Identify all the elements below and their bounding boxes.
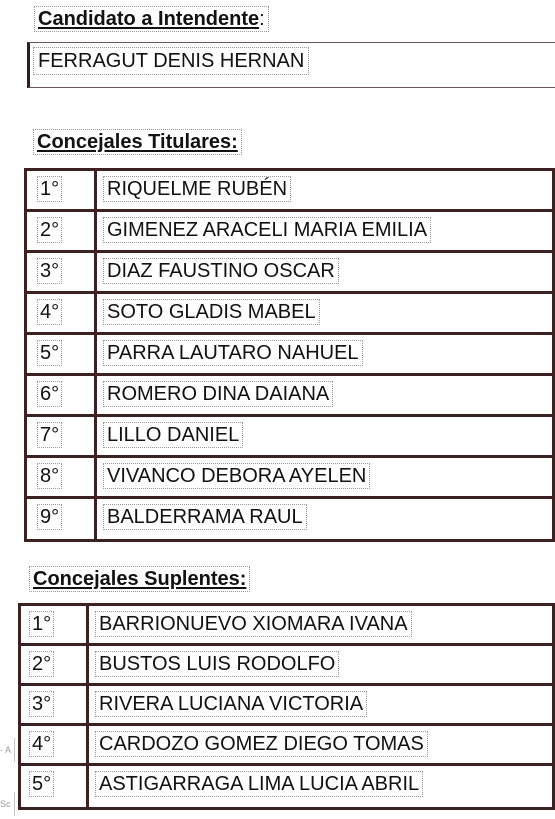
row-number: 5° <box>29 771 54 797</box>
table-row <box>27 209 552 251</box>
candidate-name: ROMERO DINA DAIANA <box>103 381 333 407</box>
row-number: 4° <box>37 299 62 325</box>
table-row <box>21 723 552 764</box>
candidate-name: ASTIGARRAGA LIMA LUCIA ABRIL <box>95 771 423 797</box>
row-number: 6° <box>37 381 62 407</box>
table-row <box>27 414 552 456</box>
table-row <box>27 168 552 210</box>
row-number: 7° <box>37 422 62 448</box>
titulares-table <box>24 168 555 542</box>
row-number: 1° <box>29 611 54 637</box>
edge-fragment: Sc <box>0 792 15 816</box>
intendente-heading: Candidato a Intendente: <box>34 6 269 32</box>
row-number: 1° <box>37 176 62 202</box>
row-number: 4° <box>29 731 54 757</box>
table-row <box>27 373 552 415</box>
row-number: 3° <box>37 258 62 284</box>
candidate-name: RIQUELME RUBÉN <box>103 176 291 202</box>
row-number: 2° <box>37 217 62 243</box>
table-row <box>21 603 552 644</box>
intendente-name: FERRAGUT DENIS HERNAN <box>33 47 309 75</box>
table-row <box>27 455 552 497</box>
row-number: 5° <box>37 340 62 366</box>
table-row <box>21 683 552 724</box>
row-number: 9° <box>37 504 62 530</box>
table-row <box>27 496 552 542</box>
candidate-name: LILLO DANIEL <box>103 422 243 448</box>
table-row <box>21 763 552 810</box>
table-row <box>27 332 552 374</box>
candidate-name: SOTO GLADIS MABEL <box>103 299 320 325</box>
table-row <box>21 643 552 684</box>
candidate-name: DIAZ FAUSTINO OSCAR <box>103 258 339 284</box>
candidate-name: CARDOZO GOMEZ DIEGO TOMAS <box>95 731 428 757</box>
candidate-name: RIVERA LUCIANA VICTORIA <box>95 691 367 717</box>
candidate-name: GIMENEZ ARACELI MARIA EMILIA <box>103 217 431 243</box>
row-number: 8° <box>37 463 62 489</box>
table-row <box>27 250 552 292</box>
table-row <box>27 291 552 333</box>
row-number: 2° <box>29 651 54 677</box>
candidate-name: BALDERRAMA RAUL <box>103 504 307 530</box>
suplentes-heading: Concejales Suplentes: <box>29 566 250 592</box>
edge-fragment: - A <box>0 738 15 762</box>
candidate-name: VIVANCO DEBORA AYELEN <box>103 463 370 489</box>
row-number: 3° <box>29 691 54 717</box>
candidate-name: PARRA LAUTARO NAHUEL <box>103 340 363 366</box>
titulares-heading: Concejales Titulares: <box>33 129 242 155</box>
candidate-name: BUSTOS LUIS RODOLFO <box>95 651 339 677</box>
candidate-name: BARRIONUEVO XIOMARA IVANA <box>95 611 412 637</box>
suplentes-table <box>18 603 555 810</box>
